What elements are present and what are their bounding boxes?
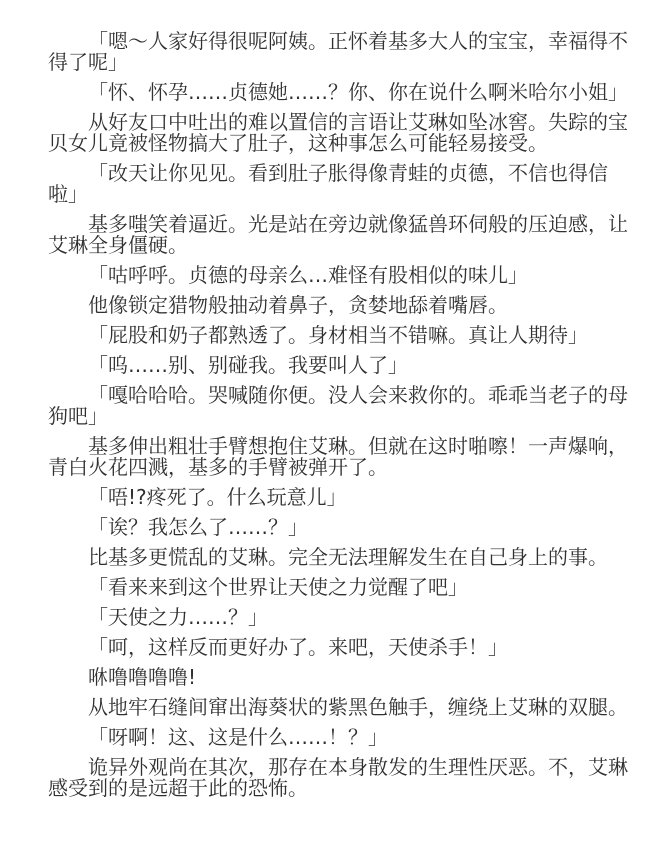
paragraph-dialogue: 「呜……别、别碰我。我要叫人了」 <box>88 353 408 377</box>
paragraph-dialogue: 「怀、怀孕……贞德她……？你、你在说什么啊米哈尔小姐」 <box>88 80 628 104</box>
paragraph-dialogue: 「屁股和奶子都熟透了。身材相当不错嘛。真让人期待」 <box>88 323 588 347</box>
paragraph-dialogue: 「嘎哈哈哈。哭喊随你便。没人会来救你的。乖乖当老子的母狗吧」 <box>48 383 628 428</box>
paragraph-dialogue: 「诶？我怎么了……？」 <box>88 515 308 539</box>
paragraph-narration: 比基多更慌乱的艾琳。完全无法理解发生在自己身上的事。 <box>88 545 608 569</box>
paragraph-dialogue: 「看来来到这个世界让天使之力觉醒了吧」 <box>88 575 468 599</box>
paragraph-narration: 诡异外观尚在其次，那存在本身散发的生理性厌恶。不，艾琳感受到的是远超于此的恐怖。 <box>48 755 628 800</box>
paragraph-dialogue: 「唔!?疼死了。什么玩意儿」 <box>88 485 347 509</box>
paragraph-dialogue: 「咕呼呼。贞德的母亲么…难怪有股相似的味儿」 <box>88 263 528 287</box>
paragraph-narration: 从地牢石缝间窜出海葵状的紫黑色触手，缠绕上艾琳的双腿。 <box>88 695 628 719</box>
paragraph-narration: 基多伸出粗壮手臂想抱住艾琳。但就在这时啪嚓！一声爆响，青白火花四溅，基多的手臂被弹开了。 <box>48 434 628 479</box>
paragraph-dialogue: 「改天让你见见。看到肚子胀得像青蛙的贞德，不信也得信啦」 <box>48 161 608 206</box>
paragraph-narration: 从好友口中吐出的难以置信的言语让艾琳如坠冰窖。失踪的宝贝女儿竟被怪物搞大了肚子，这种事怎么可能轻易接受。 <box>48 110 628 155</box>
paragraph-narration: 他像锁定猎物般抽动着鼻子，贪婪地舔着嘴唇。 <box>88 293 508 317</box>
paragraph-dialogue: 「呵，这样反而更好办了。来吧，天使杀手！」 <box>88 635 508 659</box>
paragraph-dialogue: 「嗯～人家好得很呢阿姨。正怀着基多大人的宝宝，幸福得不得了呢」 <box>48 29 628 74</box>
paragraph-dialogue: 「呀啊！这、这是什么……！？」 <box>88 725 388 749</box>
paragraph-narration: 基多嗤笑着逼近。光是站在旁边就像猛兽环伺般的压迫感，让艾琳全身僵硬。 <box>48 212 628 257</box>
paragraph-dialogue: 「天使之力……？」 <box>88 605 268 629</box>
paragraph-sfx: 咻噜噜噜噜! <box>88 665 197 689</box>
